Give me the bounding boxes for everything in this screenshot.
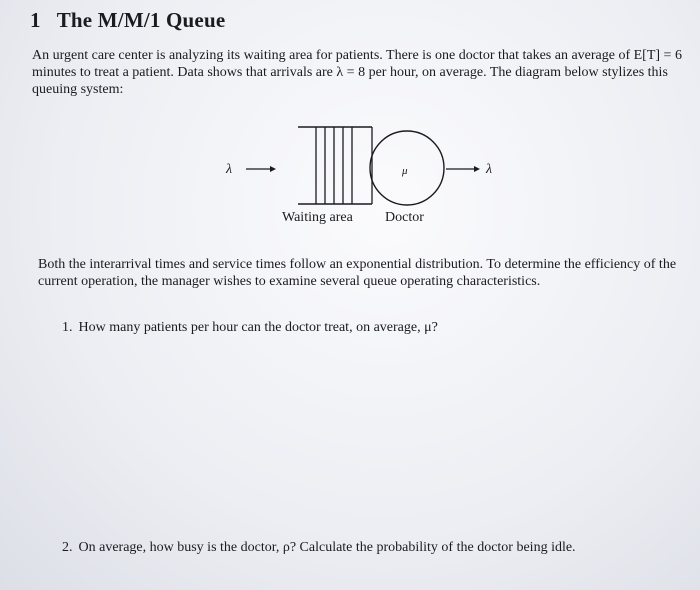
departure-arrowhead	[474, 166, 480, 172]
arrival-rate-symbol: λ	[226, 162, 233, 177]
intro-paragraph: An urgent care center is analyzing its waiting area for patients. There is one doctor that takes an average of E[T] = 6 minutes to treat a patient. Data shows that arrivals are λ = 8 per hour, on average. The diagram below stylizes this queuing system:	[32, 48, 682, 97]
section-title: The M/M/1 Queue	[56, 8, 226, 32]
question-text: On average, how busy is the doctor, ρ? Calculate the probability of the doctor being idle.	[78, 540, 576, 555]
question-text: How many patients per hour can the doctor treat, on average, μ?	[78, 320, 438, 335]
question-1	[62, 320, 438, 336]
arrival-arrowhead	[270, 166, 276, 172]
queue-diagram	[0, 0, 700, 240]
service-rate-symbol: μ	[402, 165, 408, 177]
body-paragraph: Both the interarrival times and service times follow an exponential distribution. To determine the efficiency of the current operation, the manager wishes to examine several queue operating characteristics.	[38, 257, 677, 289]
doctor-label: Doctor	[385, 210, 424, 225]
question-2	[62, 540, 576, 556]
section-heading	[30, 8, 225, 33]
waiting-area-box	[298, 127, 372, 204]
section-number: 1	[30, 8, 41, 32]
waiting-area-label: Waiting area	[282, 210, 353, 225]
departure-rate-symbol: λ	[486, 162, 493, 177]
question-number: 2.	[62, 540, 73, 555]
question-number: 1.	[62, 320, 73, 335]
